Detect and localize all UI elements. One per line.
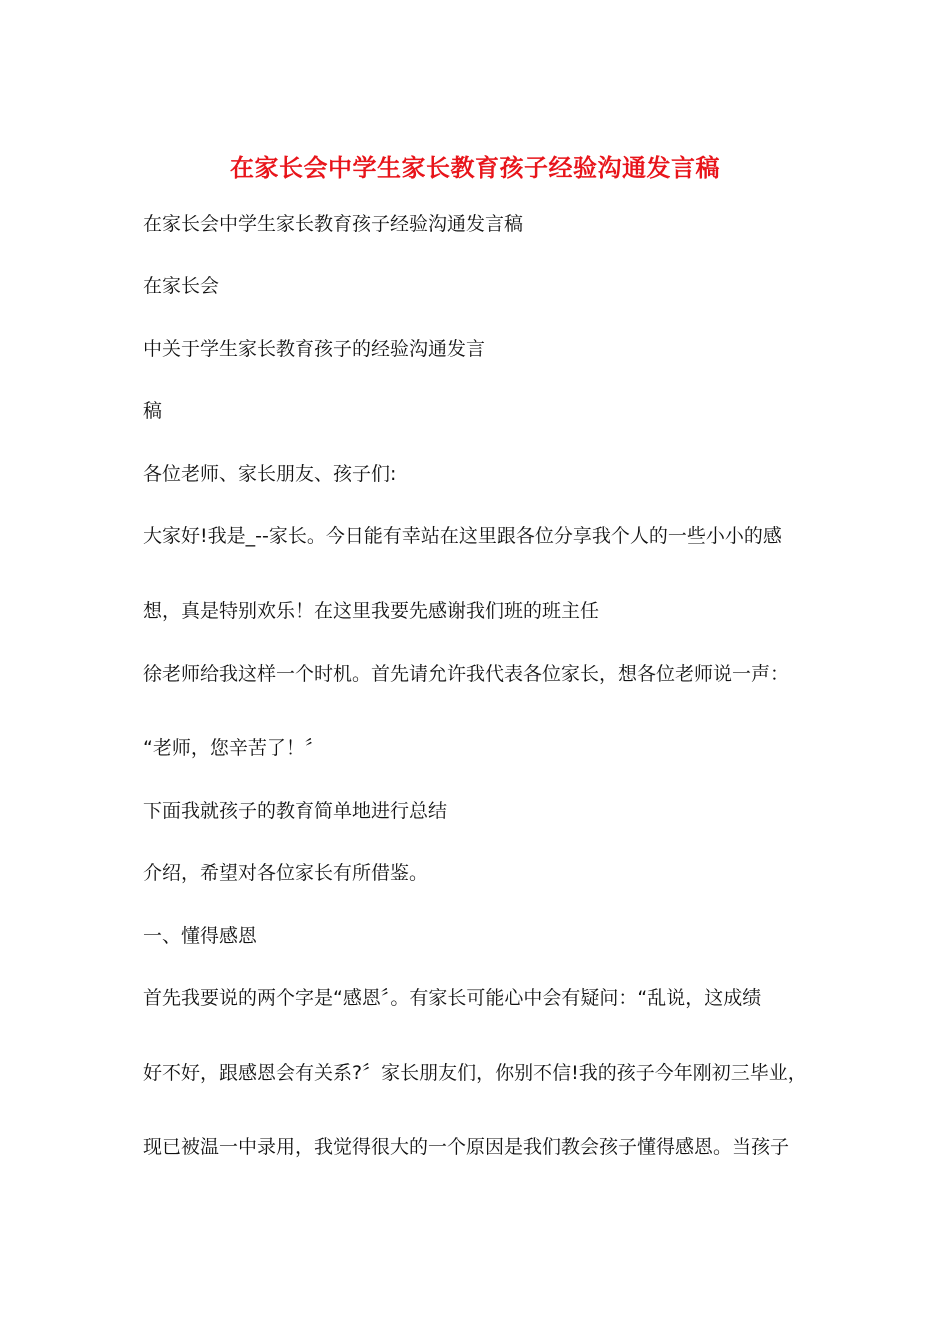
paragraph-line: 在家长会 — [143, 275, 220, 297]
section-heading: 一、懂得感恩 — [143, 925, 258, 947]
paragraph-line: 大家好!我是_--家长。今日能有幸站在这里跟各位分享我个人的一些小小的感 — [143, 525, 782, 547]
paragraph-line: 介绍，希望对各位家长有所借鉴。 — [143, 862, 429, 884]
paragraph-line: 现已被温一中录用，我觉得很大的一个原因是我们教会孩子懂得感恩。当孩子 — [143, 1136, 790, 1158]
salutation: 各位老师、家长朋友、孩子们: — [143, 463, 397, 485]
paragraph-line: 稿 — [143, 400, 163, 422]
paragraph-line: 下面我就孩子的教育简单地进行总结 — [143, 800, 448, 822]
paragraph-line: 在家长会中学生家长教育孩子经验沟通发言稿 — [143, 213, 524, 235]
paragraph-line: 徐老师给我这样一个时机。首先请允许我代表各位家长，想各位老师说一声： — [143, 663, 790, 685]
paragraph-line: 首先我要说的两个字是“感恩〞。有家长可能心中会有疑问：“乱说，这成绩 — [143, 987, 762, 1009]
paragraph-line: 想，真是特别欢乐！在这里我要先感谢我们班的班主任 — [143, 600, 600, 622]
document-title: 在家长会中学生家长教育孩子经验沟通发言稿 — [230, 154, 720, 182]
quote-line: “老师，您辛苦了！〞 — [143, 737, 324, 759]
paragraph-line: 好不好，跟感恩会有关系?〞家长朋友们，你别不信!我的孩子今年刚初三毕业， — [143, 1062, 807, 1084]
paragraph-line: 中关于学生家长教育孩子的经验沟通发言 — [143, 338, 486, 360]
